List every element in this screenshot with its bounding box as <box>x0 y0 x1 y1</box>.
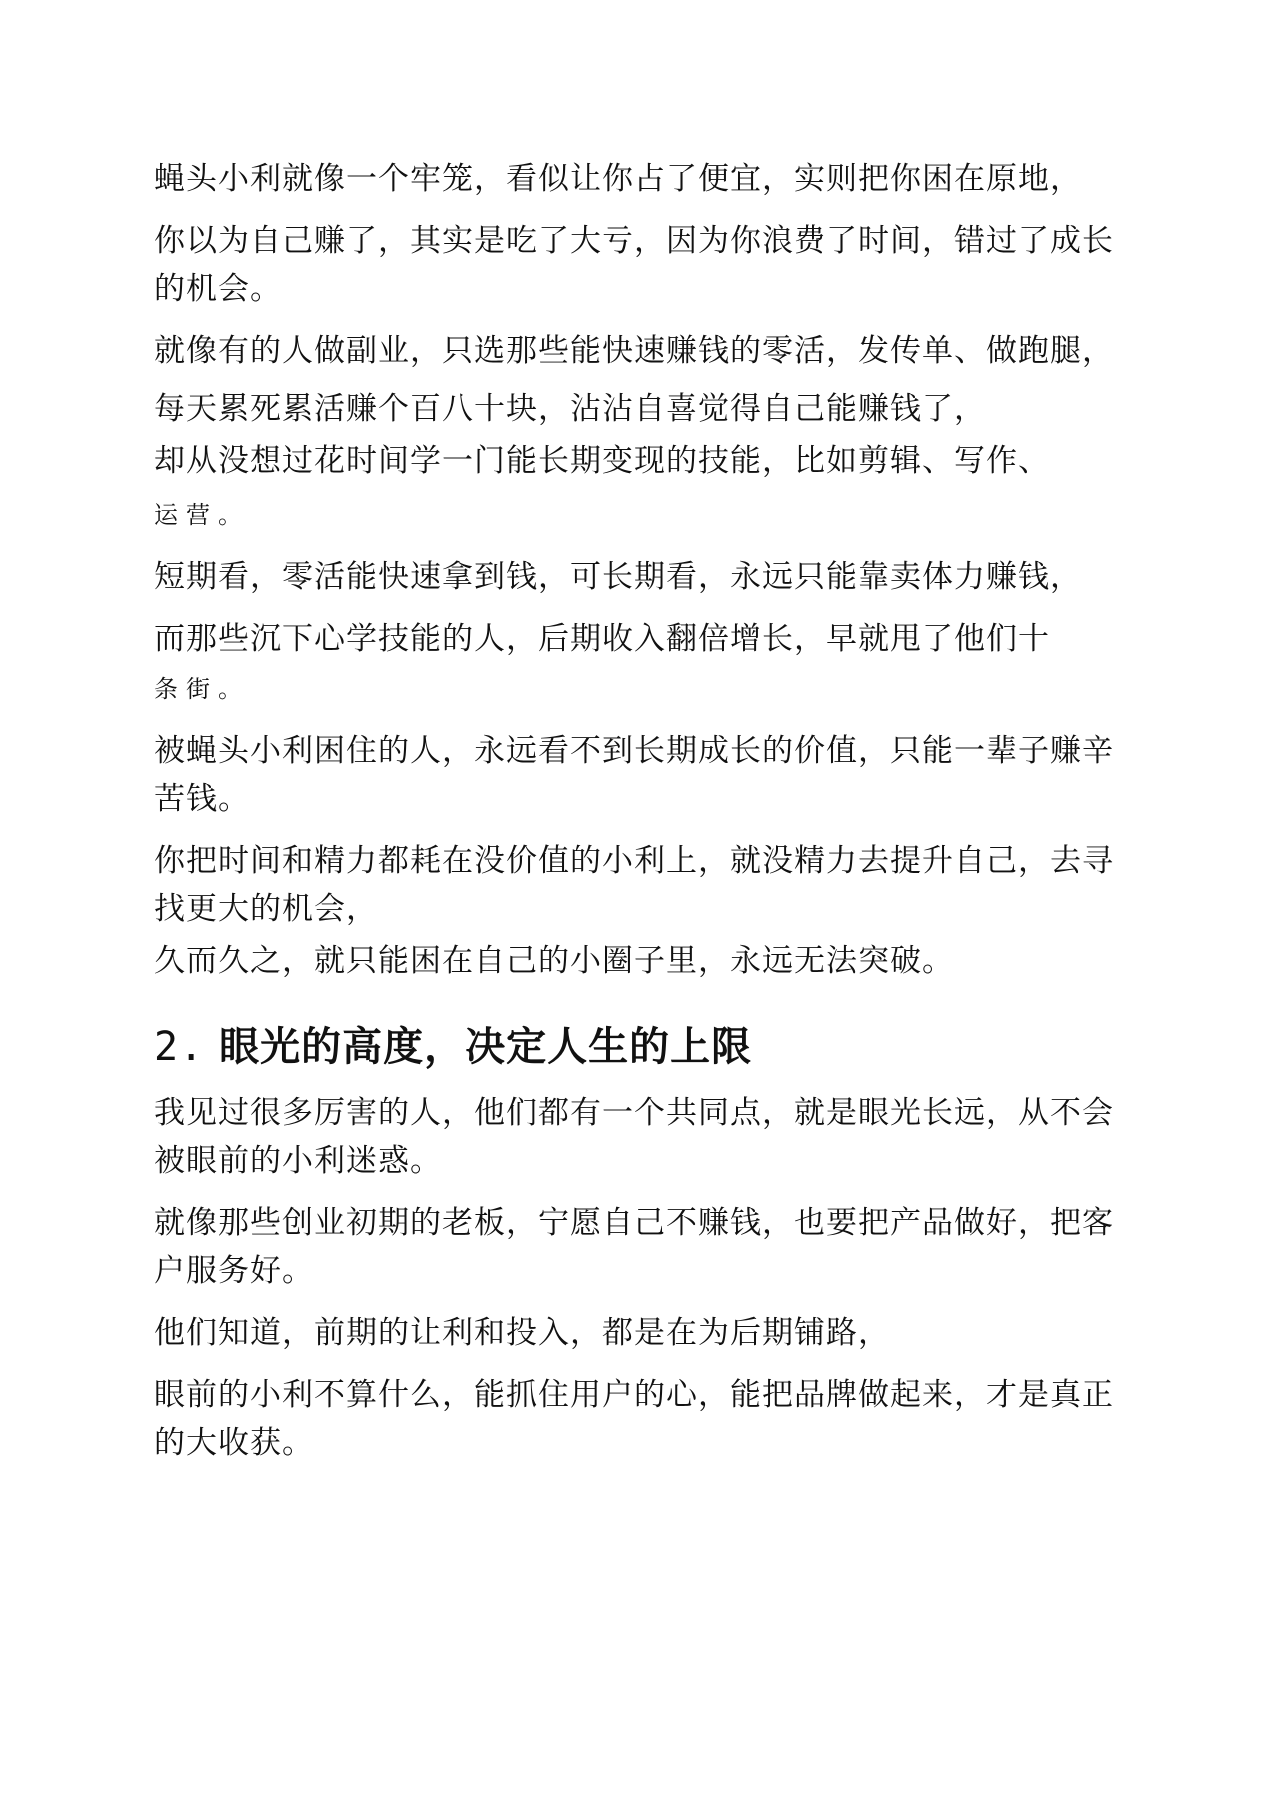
paragraph: 每天累死累活赚个百八十块，沾沾自喜觉得自己能赚钱了， <box>154 391 986 427</box>
paragraph: 短期看，零活能快速拿到钱，可长期看，永远只能靠卖体力赚钱， <box>154 559 1082 595</box>
paragraph: 却从没想过花时间学一门能长期变现的技能，比如剪辑、写作、 <box>154 443 1050 479</box>
paragraph: 而那些沉下心学技能的人，后期收入翻倍增长，早就甩了他们十 <box>154 621 1050 657</box>
paragraph-continuation <box>154 489 1114 539</box>
paragraph: 你把时间和精力都耗在没价值的小利上，就没精力去提升自己，去寻找更大的机会， <box>154 843 1114 927</box>
paragraph: 眼前的小利不算什么，能抓住用户的心，能把品牌做起来，才是真正的大收获。 <box>154 1377 1114 1461</box>
heading-number: 2. <box>154 1024 205 1070</box>
section-heading <box>154 1019 1114 1075</box>
paragraph-continuation <box>154 663 1114 713</box>
paragraph: 你以为自己赚了，其实是吃了大亏，因为你浪费了时间，错过了成长的机会。 <box>154 223 1114 307</box>
paragraph: 他们知道，前期的让利和投入，都是在为后期铺路， <box>154 1315 890 1351</box>
small-text: 条街。 <box>154 675 250 703</box>
paragraph: 我见过很多厉害的人，他们都有一个共同点，就是眼光长远，从不会被眼前的小利迷惑。 <box>154 1095 1114 1179</box>
small-text: 运营。 <box>154 501 250 529</box>
paragraph: 久而久之，就只能困在自己的小圈子里，永远无法突破。 <box>154 943 954 979</box>
heading-text: 眼光的高度，决定人生的上限 <box>219 1024 753 1070</box>
paragraph: 蝇头小利就像一个牢笼，看似让你占了便宜，实则把你困在原地， <box>154 161 1082 197</box>
article-body <box>154 155 1114 1467</box>
paragraph: 被蝇头小利困住的人，永远看不到长期成长的价值，只能一辈子赚辛苦钱。 <box>154 733 1114 817</box>
paragraph: 就像有的人做副业，只选那些能快速赚钱的零活，发传单、做跑腿， <box>154 333 1114 369</box>
paragraph: 就像那些创业初期的老板，宁愿自己不赚钱，也要把产品做好，把客户服务好。 <box>154 1205 1114 1289</box>
